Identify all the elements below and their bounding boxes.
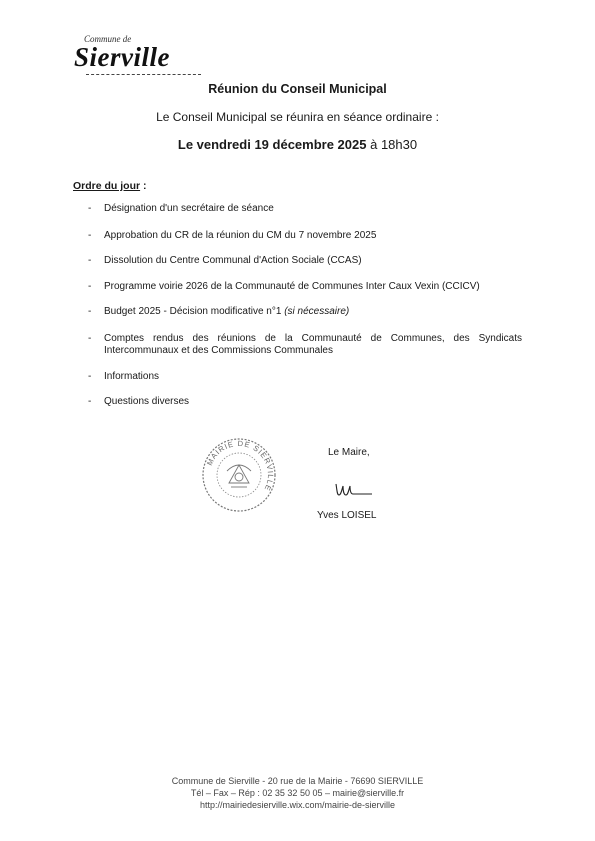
mairie-seal-stamp (201, 437, 277, 513)
agenda-item-text: Programme voirie 2026 de la Communauté de Communes Inter Caux Vexin (CCICV) (104, 281, 480, 292)
signatory-role: Le Maire, (328, 447, 370, 458)
meeting-datetime (0, 137, 595, 152)
agenda-item-text (104, 306, 522, 318)
page-footer (0, 775, 595, 811)
agenda-item-text: Approbation du CR de la réunion du CM du 7 novembre 2025 (104, 230, 377, 241)
signatory-name: Yves LOISEL (317, 510, 377, 521)
logo-underline (86, 74, 201, 75)
commune-logo (74, 34, 214, 80)
logo-commune-name: Sierville (74, 42, 170, 72)
mayor-signature (334, 480, 374, 500)
agenda-heading-suffix: : (140, 180, 147, 192)
svg-text:MAIRIE DE SIERVILLE (205, 439, 275, 493)
agenda-item-note: (si nécessaire) (284, 306, 350, 317)
agenda-bullet: - (88, 281, 92, 292)
agenda-bullet: - (88, 333, 92, 344)
footer-address: Commune de Sierville - 20 rue de la Mairie - 76690 SIERVILLE (171, 776, 424, 786)
meeting-time: 18h30 (380, 137, 418, 152)
agenda-bullet: - (88, 396, 92, 407)
footer-website[interactable]: http://mairiedesierville.wix.com/mairie-de-sierville (199, 800, 396, 810)
seal-text: MAIRIE DE SIERVILLE (204, 438, 276, 493)
agenda-bullet: - (88, 371, 92, 382)
meeting-connector: à (366, 137, 381, 152)
agenda-bullet: - (88, 203, 92, 214)
agenda-item-text: Comptes rendus des réunions de la Communauté de Communes, des Syndicats Intercommunaux et des Commissions Communales (104, 333, 522, 356)
agenda-bullet: - (88, 306, 92, 317)
agenda-heading (73, 180, 147, 192)
agenda-item-main: Budget 2025 - Décision modificative n°1 (104, 306, 285, 317)
agenda-bullet: - (88, 255, 92, 266)
document-title: Réunion du Conseil Municipal (208, 82, 387, 96)
agenda-heading-text: Ordre du jour (73, 180, 141, 192)
agenda-bullet: - (88, 230, 92, 241)
agenda-item-text: Désignation d'un secrétaire de séance (104, 203, 274, 214)
agenda-item-text: Informations (104, 371, 160, 382)
footer-contact: Tél – Fax – Rép : 02 35 32 50 05 – mairie@sierville.fr (190, 788, 405, 798)
logo-commune-label: Commune de (84, 34, 132, 44)
meeting-date: Le vendredi 19 décembre 2025 (177, 137, 367, 152)
document-subtitle: Le Conseil Municipal se réunira en séance ordinaire : (156, 110, 439, 124)
agenda-item-text: Dissolution du Centre Communal d'Action Sociale (CCAS) (104, 255, 362, 266)
agenda-item-text: Questions diverses (104, 396, 190, 407)
